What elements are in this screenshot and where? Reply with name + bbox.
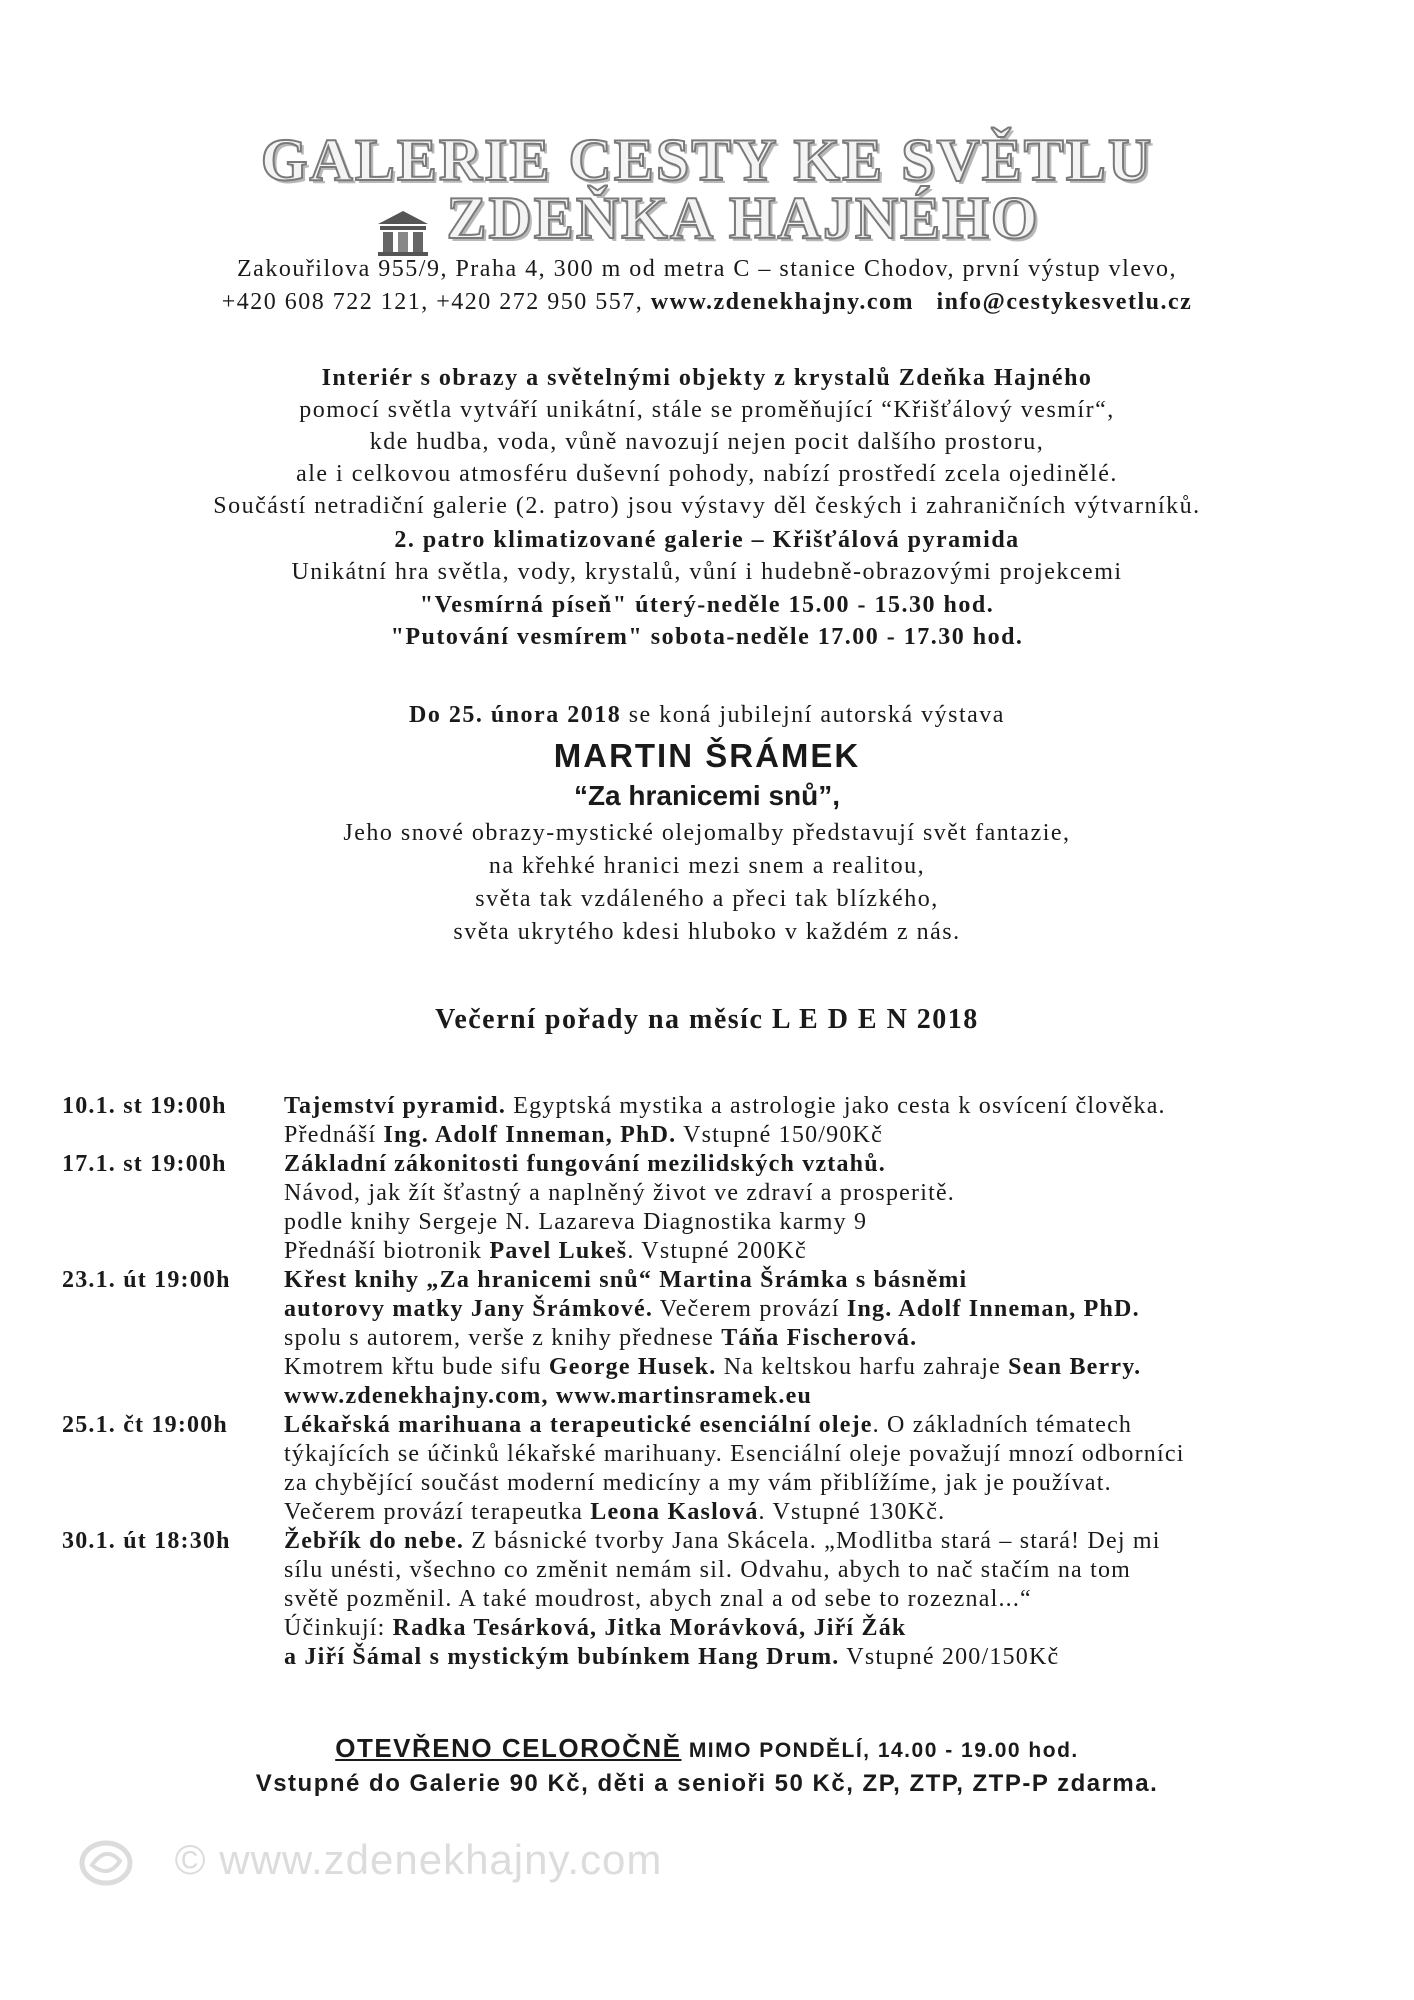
intro-line-9: "Putování vesmírem" sobota-neděle 17.00 - 17.30 hod.	[390, 624, 1024, 650]
contact-line	[0, 287, 1414, 317]
harpist-name: Sean Berry.	[1008, 1354, 1142, 1380]
program-list	[62, 1092, 1382, 1672]
event-date: 30.1. út 18:30h	[62, 1528, 231, 1554]
program-item-2-line-2	[62, 1179, 1382, 1208]
event-text: Kmotrem křtu bude sifu	[284, 1354, 549, 1380]
program-item-3-line-5	[62, 1382, 1382, 1411]
event-text: Z básnické tvorby Jana Skácela. „Modlitba stará – stará! Dej mi	[464, 1528, 1161, 1554]
address-line: Zakouřilova 955/9, Praha 4, 300 m od metra C – stanice Chodov, první výstup vlevo,	[237, 256, 1177, 282]
exhibition-desc-3: světa tak vzdáleného a přeci tak blízkého,	[475, 886, 939, 912]
program-item-3	[62, 1266, 1382, 1295]
event-title: Žebřík do nebe.	[284, 1528, 465, 1554]
email-link[interactable]: info@cestykesvetlu.cz	[936, 289, 1193, 315]
intro-line-2: pomocí světla vytváří unikátní, stále se proměňující “Křišťálový vesmír“,	[299, 397, 1115, 423]
program-item-3-line-4	[62, 1353, 1382, 1382]
event-date: 25.1. čt 19:00h	[62, 1412, 228, 1438]
event-text: světě pozměnil. A také moudrost, abych znal a od sebe to rozeznal...“	[284, 1586, 1032, 1612]
program-item-5-line-5	[62, 1643, 1382, 1672]
page-title-line-1	[0, 128, 1414, 192]
gallery-subtitle: ZDEŇKA HAJNÉHO	[446, 185, 1040, 251]
host-name: Ing. Adolf Inneman, PhD.	[846, 1296, 1140, 1322]
program-item-4-line-4	[62, 1498, 1382, 1527]
gallery-admission: Vstupné do Galerie 90 Kč, děti a senioři 50 Kč, ZP, ZTP, ZTP-P zdarma.	[255, 1770, 1159, 1797]
admission-price: Vstupné 200/150Kč	[839, 1644, 1060, 1670]
event-text: spolu s autorem, verše z knihy přednese	[284, 1325, 722, 1351]
program-item-4-line-2	[62, 1440, 1382, 1469]
event-links[interactable]: www.zdenekhajny.com, www.martinsramek.eu	[284, 1383, 812, 1409]
event-title: Lékařská marihuana a terapeutické esenciální oleje	[284, 1412, 873, 1438]
event-text: Návod, jak žít šťastný a naplněný život ve zdraví a prosperitě.	[284, 1180, 955, 1206]
event-text: Na keltskou harfu zahraje	[716, 1354, 1009, 1380]
exhibition-announcement	[0, 700, 1414, 730]
event-title: Tajemství pyramid.	[284, 1093, 507, 1119]
watermark-logo-icon	[78, 1836, 175, 1883]
lecturer-name: Pavel Lukeš	[489, 1238, 628, 1264]
open-all-year: OTEVŘENO CELOROČNĚ	[335, 1733, 682, 1763]
gallery-house-icon	[374, 208, 432, 261]
event-text: . O základních tématech	[872, 1412, 1133, 1438]
intro-line-1: Interiér s obrazy a světelnými objekty z krystalů Zdeňka Hajného	[321, 365, 1093, 391]
lecturer-name: Ing. Adolf Inneman, PhD.	[383, 1122, 677, 1148]
intro-line-4: ale i celkovou atmosféru duševní pohody, nabízí prostředí zcela ojedinělé.	[296, 461, 1118, 487]
opening-times: MIMO PONDĚLÍ, 14.00 - 19.00 hod.	[681, 1739, 1079, 1762]
watermark-text: © www.zdenekhajny.com	[174, 1836, 663, 1883]
exhibition-intro: se koná jubilejní autorská výstava	[621, 702, 1005, 728]
event-text: Večerem provází	[653, 1296, 847, 1322]
program-heading: Večerní pořady na měsíc L E D E N 2018	[435, 1004, 979, 1035]
website-link[interactable]: www.zdenekhajny.com	[650, 289, 914, 315]
gallery-title: GALERIE CESTY KE SVĚTLU	[260, 127, 1154, 193]
program-item-4-line-3	[62, 1469, 1382, 1498]
event-title-cont: autorovy matky Jany Šrámkové.	[284, 1296, 654, 1322]
event-text: Přednáší	[284, 1122, 384, 1148]
admission-price: . Vstupné 130Kč.	[758, 1499, 946, 1525]
program-item-3-line-2	[62, 1295, 1382, 1324]
program-item-4	[62, 1411, 1382, 1440]
event-text: za chybějící součást moderní medicíny a my vám přiblížíme, jak je používat.	[284, 1470, 1112, 1496]
exhibition-title: “Za hranicemi snů”,	[573, 780, 841, 811]
performer-names: a Jiří Šámal s mystickým bubínkem Hang Drum.	[284, 1644, 840, 1670]
exhibition-desc-4: světa ukrytého kdesi hluboko v každém z nás.	[453, 919, 961, 945]
opening-hours	[0, 1733, 1414, 1764]
program-item-5-line-3	[62, 1585, 1382, 1614]
program-item-1-line-2	[62, 1121, 1382, 1150]
event-text: týkajících se účinků lékařské marihuany. Esenciální oleje považují mnozí odborníci	[284, 1441, 1185, 1467]
intro-line-6: 2. patro klimatizované galerie – Křišťálová pyramida	[394, 527, 1020, 553]
event-title: Křest knihy „Za hranicemi snů“ Martina Šrámka s básněmi	[284, 1267, 968, 1293]
intro-line-5: Součástí netradiční galerie (2. patro) jsou výstavy děl českých i zahraničních výtvarníků.	[213, 493, 1201, 519]
phone-numbers: +420 608 722 121, +420 272 950 557,	[221, 289, 644, 315]
event-text: sílu unésti, všechno co změnit nemám sil. Odvahu, abych to nač stačím na tom	[284, 1557, 1132, 1583]
exhibition-desc-2: na křehké hranici mezi snem a realitou,	[488, 853, 926, 879]
event-text: podle knihy Sergeje N. Lazareva Diagnostika karmy 9	[284, 1209, 868, 1235]
performer-names: Radka Tesárková, Jitka Morávková, Jiří Žák	[392, 1615, 907, 1641]
program-item-5-line-2	[62, 1556, 1382, 1585]
program-item-2-line-4	[62, 1237, 1382, 1266]
program-item-5	[62, 1527, 1382, 1556]
event-text: Večerem provází terapeutka	[284, 1499, 591, 1525]
exhibition-desc-1: Jeho snové obrazy-mystické olejomalby představují svět fantazie,	[343, 820, 1071, 846]
artist-name: MARTIN ŠRÁMEK	[553, 737, 861, 774]
intro-line-3: kde hudba, voda, vůně navozují nejen pocit dalšího prostoru,	[369, 429, 1045, 455]
program-item-2	[62, 1150, 1382, 1179]
event-date: 17.1. st 19:00h	[62, 1151, 227, 1177]
exhibition-date: Do 25. února 2018	[409, 702, 622, 728]
reader-name: Táňa Fischerová.	[721, 1325, 918, 1351]
admission-price: Vstupné 150/90Kč	[676, 1122, 883, 1148]
event-text: Egyptská mystika a astrologie jako cesta k osvícení člověka.	[506, 1093, 1166, 1119]
event-text: Přednáší biotronik	[284, 1238, 490, 1264]
host-name: Leona Kaslová	[590, 1499, 759, 1525]
godfather-name: George Husek.	[548, 1354, 717, 1380]
program-item-1	[62, 1092, 1382, 1121]
event-date: 23.1. út 19:00h	[62, 1267, 231, 1293]
intro-line-7: Unikátní hra světla, vody, krystalů, vůní i hudebně-obrazovými projekcemi	[291, 559, 1123, 585]
program-item-5-line-4	[62, 1614, 1382, 1643]
program-item-3-line-3	[62, 1324, 1382, 1353]
watermark	[78, 1836, 662, 1887]
page-title-line-2	[0, 186, 1414, 261]
intro-line-8: "Vesmírná píseň" úterý-neděle 15.00 - 15.30 hod.	[419, 592, 995, 618]
event-text: Účinkují:	[284, 1615, 393, 1641]
event-title: Základní zákonitosti fungování mezilidských vztahů.	[284, 1151, 886, 1177]
program-item-2-line-3	[62, 1208, 1382, 1237]
event-date: 10.1. st 19:00h	[62, 1093, 227, 1119]
admission-price: . Vstupné 200Kč	[627, 1238, 807, 1264]
